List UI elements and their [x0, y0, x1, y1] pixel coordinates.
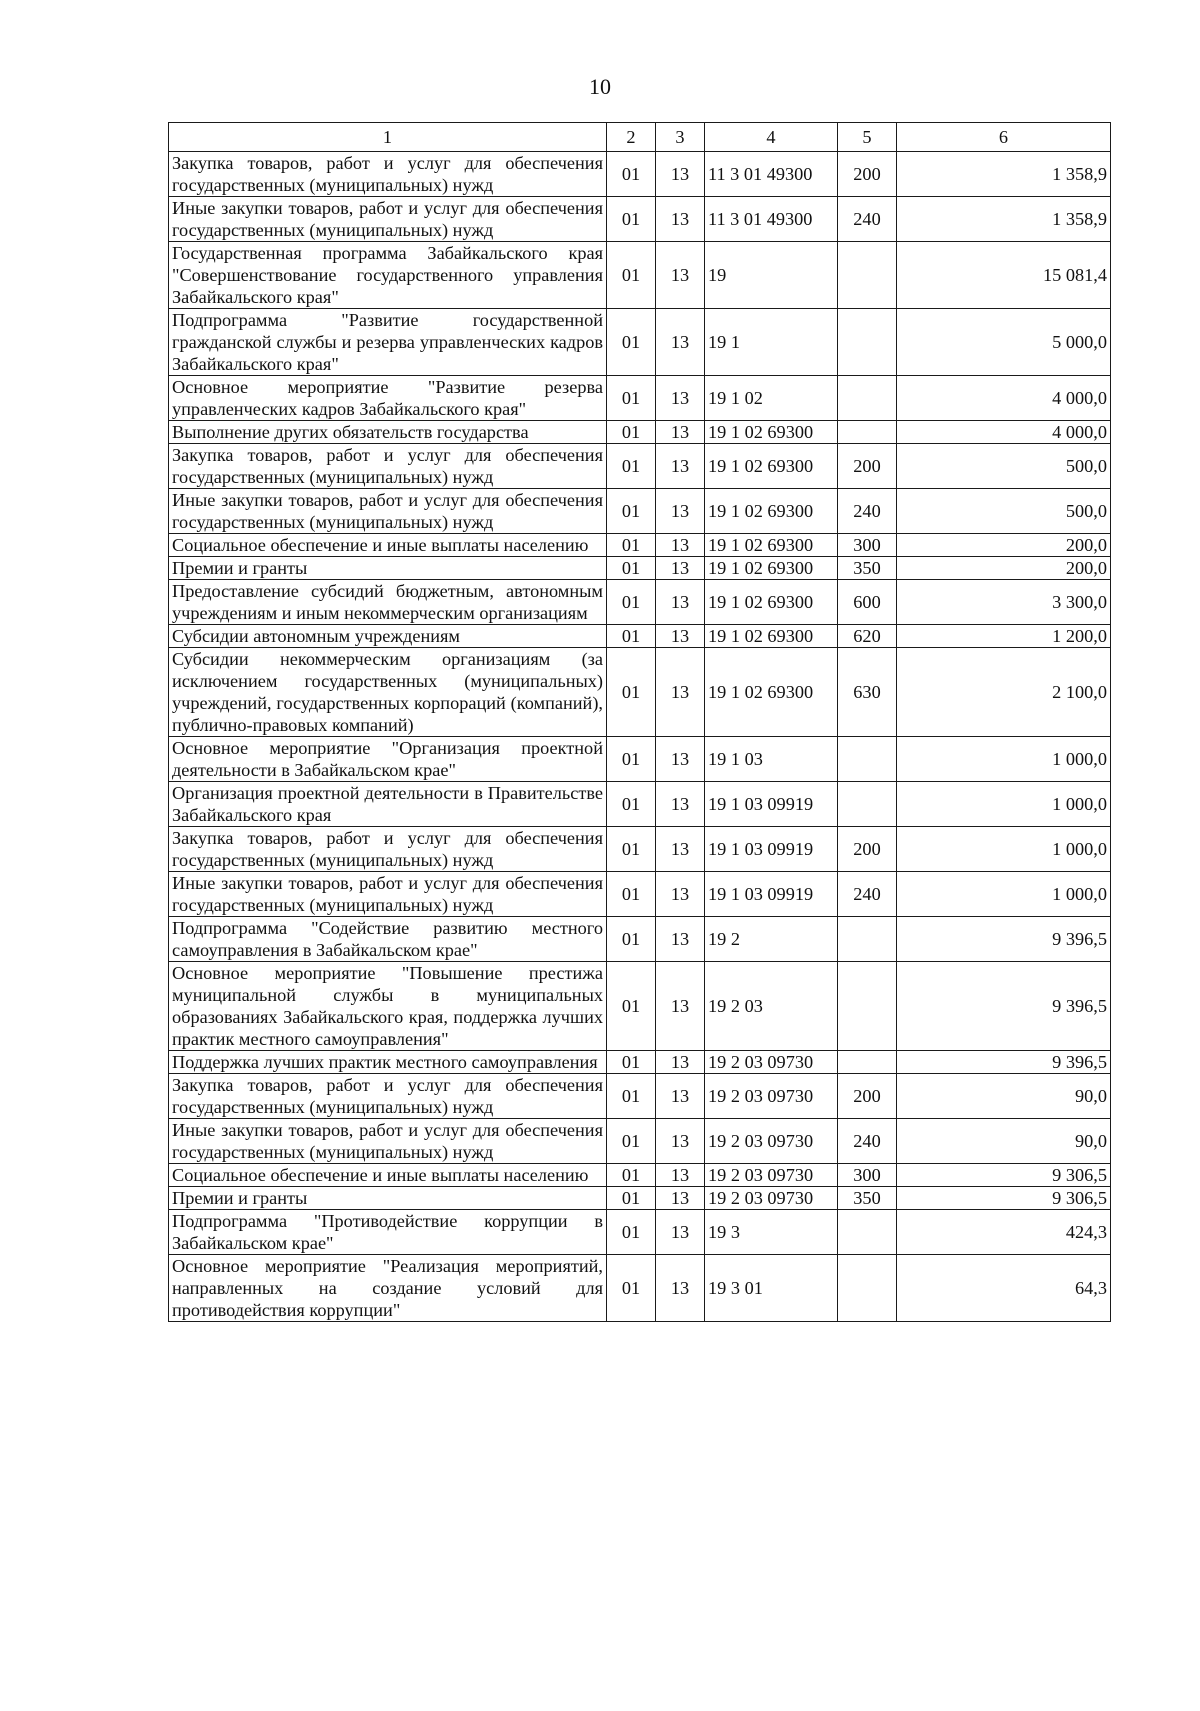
row-code-cell: 19 — [705, 242, 838, 309]
row-type-cell — [838, 1051, 897, 1074]
row-type-cell: 350 — [838, 1187, 897, 1210]
row-code-cell: 19 2 03 — [705, 962, 838, 1051]
table-row — [169, 242, 1111, 309]
table-row — [169, 1210, 1111, 1255]
row-name-cell: Подпрограмма "Развитие государственной гражданской службы и резерва управленческих кадров Забайкальского края" — [169, 309, 607, 376]
row-type-cell: 600 — [838, 580, 897, 625]
row-type-cell: 240 — [838, 197, 897, 242]
row-sum-cell: 1 000,0 — [897, 872, 1111, 917]
row-section-cell: 01 — [607, 309, 656, 376]
row-sum-cell: 1 000,0 — [897, 827, 1111, 872]
row-name-cell: Государственная программа Забайкальского края "Совершенствование государственного управления Забайкальского края" — [169, 242, 607, 309]
table-row — [169, 1164, 1111, 1187]
row-section-cell: 01 — [607, 917, 656, 962]
row-name-cell: Премии и гранты — [169, 1187, 607, 1210]
row-subsection-cell: 13 — [656, 1051, 705, 1074]
row-name-cell: Закупка товаров, работ и услуг для обеспечения государственных (муниципальных) нужд — [169, 1074, 607, 1119]
row-type-cell: 300 — [838, 534, 897, 557]
row-code-cell: 19 2 03 09730 — [705, 1051, 838, 1074]
row-section-cell: 01 — [607, 1074, 656, 1119]
row-code-cell: 19 1 — [705, 309, 838, 376]
row-code-cell: 19 3 — [705, 1210, 838, 1255]
row-type-cell — [838, 242, 897, 309]
row-subsection-cell: 13 — [656, 1187, 705, 1210]
row-sum-cell: 90,0 — [897, 1119, 1111, 1164]
row-section-cell: 01 — [607, 1210, 656, 1255]
row-name-cell: Субсидии некоммерческим организациям (за исключением государственных (муниципальных) учреждений, государственных корпораций (компаний), публично-правовых компаний) — [169, 648, 607, 737]
row-subsection-cell: 13 — [656, 1074, 705, 1119]
row-subsection-cell: 13 — [656, 782, 705, 827]
row-type-cell: 240 — [838, 489, 897, 534]
row-type-cell: 200 — [838, 152, 897, 197]
page-number: 10 — [589, 74, 611, 99]
row-code-cell: 19 2 03 09730 — [705, 1187, 838, 1210]
row-sum-cell: 3 300,0 — [897, 580, 1111, 625]
row-subsection-cell: 13 — [656, 827, 705, 872]
row-section-cell: 01 — [607, 782, 656, 827]
row-section-cell: 01 — [607, 1051, 656, 1074]
row-subsection-cell: 13 — [656, 1164, 705, 1187]
row-code-cell: 19 2 03 09730 — [705, 1074, 838, 1119]
row-name-cell: Закупка товаров, работ и услуг для обеспечения государственных (муниципальных) нужд — [169, 152, 607, 197]
row-section-cell: 01 — [607, 1187, 656, 1210]
table-row — [169, 962, 1111, 1051]
row-subsection-cell: 13 — [656, 376, 705, 421]
row-sum-cell: 424,3 — [897, 1210, 1111, 1255]
row-code-cell: 19 2 03 09730 — [705, 1164, 838, 1187]
row-subsection-cell: 13 — [656, 242, 705, 309]
table-row — [169, 737, 1111, 782]
row-type-cell — [838, 421, 897, 444]
header-cell: 6 — [897, 123, 1111, 152]
table-row — [169, 1074, 1111, 1119]
row-section-cell: 01 — [607, 489, 656, 534]
row-sum-cell: 4 000,0 — [897, 421, 1111, 444]
row-section-cell: 01 — [607, 444, 656, 489]
row-code-cell: 19 1 03 09919 — [705, 782, 838, 827]
row-name-cell: Подпрограмма "Противодействие коррупции в Забайкальском крае" — [169, 1210, 607, 1255]
row-name-cell: Закупка товаров, работ и услуг для обеспечения государственных (муниципальных) нужд — [169, 827, 607, 872]
row-sum-cell: 1 000,0 — [897, 737, 1111, 782]
row-type-cell — [838, 917, 897, 962]
row-type-cell: 240 — [838, 872, 897, 917]
row-sum-cell: 9 396,5 — [897, 962, 1111, 1051]
row-name-cell: Социальное обеспечение и иные выплаты населению — [169, 1164, 607, 1187]
row-code-cell: 19 1 02 69300 — [705, 580, 838, 625]
row-type-cell — [838, 376, 897, 421]
row-section-cell: 01 — [607, 1119, 656, 1164]
table-row — [169, 376, 1111, 421]
row-section-cell: 01 — [607, 557, 656, 580]
row-section-cell: 01 — [607, 737, 656, 782]
row-name-cell: Подпрограмма "Содействие развитию местного самоуправления в Забайкальском крае" — [169, 917, 607, 962]
row-type-cell: 630 — [838, 648, 897, 737]
row-subsection-cell: 13 — [656, 917, 705, 962]
row-code-cell: 19 1 03 — [705, 737, 838, 782]
row-section-cell: 01 — [607, 1164, 656, 1187]
row-type-cell: 240 — [838, 1119, 897, 1164]
row-sum-cell: 5 000,0 — [897, 309, 1111, 376]
row-sum-cell: 9 306,5 — [897, 1187, 1111, 1210]
row-name-cell: Основное мероприятие "Реализация мероприятий, направленных на создание условий для противодействия коррупции" — [169, 1255, 607, 1322]
table-row — [169, 1187, 1111, 1210]
table-row — [169, 872, 1111, 917]
row-code-cell: 19 2 — [705, 917, 838, 962]
row-sum-cell: 1 200,0 — [897, 625, 1111, 648]
row-code-cell: 19 1 02 69300 — [705, 421, 838, 444]
row-section-cell: 01 — [607, 197, 656, 242]
row-name-cell: Субсидии автономным учреждениям — [169, 625, 607, 648]
row-type-cell — [838, 1255, 897, 1322]
row-section-cell: 01 — [607, 648, 656, 737]
row-name-cell: Премии и гранты — [169, 557, 607, 580]
header-row — [169, 123, 1111, 152]
row-code-cell: 19 1 03 09919 — [705, 827, 838, 872]
table-row — [169, 580, 1111, 625]
header-cell: 1 — [169, 123, 607, 152]
table-row — [169, 489, 1111, 534]
row-type-cell: 620 — [838, 625, 897, 648]
table-row — [169, 534, 1111, 557]
row-sum-cell: 500,0 — [897, 489, 1111, 534]
row-section-cell: 01 — [607, 1255, 656, 1322]
row-sum-cell: 9 396,5 — [897, 917, 1111, 962]
row-code-cell: 19 1 02 69300 — [705, 648, 838, 737]
row-code-cell: 19 1 02 — [705, 376, 838, 421]
row-subsection-cell: 13 — [656, 152, 705, 197]
row-name-cell: Иные закупки товаров, работ и услуг для обеспечения государственных (муниципальных) нужд — [169, 489, 607, 534]
row-name-cell: Организация проектной деятельности в Правительстве Забайкальского края — [169, 782, 607, 827]
row-section-cell: 01 — [607, 242, 656, 309]
row-code-cell: 19 1 02 69300 — [705, 625, 838, 648]
row-subsection-cell: 13 — [656, 872, 705, 917]
row-name-cell: Основное мероприятие "Развитие резерва управленческих кадров Забайкальского края" — [169, 376, 607, 421]
table-row — [169, 309, 1111, 376]
row-subsection-cell: 13 — [656, 962, 705, 1051]
row-sum-cell: 15 081,4 — [897, 242, 1111, 309]
table-row — [169, 782, 1111, 827]
row-subsection-cell: 13 — [656, 421, 705, 444]
row-subsection-cell: 13 — [656, 444, 705, 489]
row-name-cell: Закупка товаров, работ и услуг для обеспечения государственных (муниципальных) нужд — [169, 444, 607, 489]
row-sum-cell: 2 100,0 — [897, 648, 1111, 737]
row-subsection-cell: 13 — [656, 648, 705, 737]
row-sum-cell: 1 358,9 — [897, 197, 1111, 242]
row-sum-cell: 4 000,0 — [897, 376, 1111, 421]
row-name-cell: Иные закупки товаров, работ и услуг для обеспечения государственных (муниципальных) нужд — [169, 872, 607, 917]
row-sum-cell: 200,0 — [897, 557, 1111, 580]
row-subsection-cell: 13 — [656, 737, 705, 782]
table-row — [169, 917, 1111, 962]
table-row — [169, 197, 1111, 242]
table-row — [169, 152, 1111, 197]
row-sum-cell: 64,3 — [897, 1255, 1111, 1322]
table-row — [169, 648, 1111, 737]
row-subsection-cell: 13 — [656, 309, 705, 376]
row-name-cell: Выполнение других обязательств государства — [169, 421, 607, 444]
table-row — [169, 1051, 1111, 1074]
row-subsection-cell: 13 — [656, 197, 705, 242]
row-section-cell: 01 — [607, 872, 656, 917]
row-sum-cell: 500,0 — [897, 444, 1111, 489]
table-row — [169, 1255, 1111, 1322]
row-name-cell: Поддержка лучших практик местного самоуправления — [169, 1051, 607, 1074]
row-type-cell: 200 — [838, 444, 897, 489]
row-code-cell: 11 3 01 49300 — [705, 152, 838, 197]
row-type-cell — [838, 737, 897, 782]
row-code-cell: 19 3 01 — [705, 1255, 838, 1322]
row-section-cell: 01 — [607, 827, 656, 872]
table-row — [169, 421, 1111, 444]
row-code-cell: 19 1 03 09919 — [705, 872, 838, 917]
row-subsection-cell: 13 — [656, 1119, 705, 1164]
row-name-cell: Иные закупки товаров, работ и услуг для обеспечения государственных (муниципальных) нужд — [169, 197, 607, 242]
row-section-cell: 01 — [607, 152, 656, 197]
row-subsection-cell: 13 — [656, 557, 705, 580]
row-name-cell: Предоставление субсидий бюджетным, автономным учреждениям и иным некоммерческим организациям — [169, 580, 607, 625]
row-type-cell: 350 — [838, 557, 897, 580]
row-name-cell: Иные закупки товаров, работ и услуг для обеспечения государственных (муниципальных) нужд — [169, 1119, 607, 1164]
table-row — [169, 1119, 1111, 1164]
row-type-cell: 200 — [838, 1074, 897, 1119]
row-code-cell: 19 1 02 69300 — [705, 489, 838, 534]
row-code-cell: 11 3 01 49300 — [705, 197, 838, 242]
row-sum-cell: 9 396,5 — [897, 1051, 1111, 1074]
row-sum-cell: 200,0 — [897, 534, 1111, 557]
row-name-cell: Социальное обеспечение и иные выплаты населению — [169, 534, 607, 557]
row-type-cell — [838, 782, 897, 827]
row-sum-cell: 90,0 — [897, 1074, 1111, 1119]
row-name-cell: Основное мероприятие "Повышение престижа муниципальной службы в муниципальных образованиях Забайкальского края, поддержка лучших практик местного самоуправления" — [169, 962, 607, 1051]
row-section-cell: 01 — [607, 534, 656, 557]
row-type-cell — [838, 1210, 897, 1255]
row-type-cell: 300 — [838, 1164, 897, 1187]
row-subsection-cell: 13 — [656, 1255, 705, 1322]
row-sum-cell: 1 000,0 — [897, 782, 1111, 827]
row-subsection-cell: 13 — [656, 489, 705, 534]
row-section-cell: 01 — [607, 421, 656, 444]
row-name-cell: Основное мероприятие "Организация проектной деятельности в Забайкальском крае" — [169, 737, 607, 782]
row-section-cell: 01 — [607, 580, 656, 625]
header-cell: 4 — [705, 123, 838, 152]
row-type-cell: 200 — [838, 827, 897, 872]
row-subsection-cell: 13 — [656, 534, 705, 557]
row-code-cell: 19 2 03 09730 — [705, 1119, 838, 1164]
row-subsection-cell: 13 — [656, 1210, 705, 1255]
row-code-cell: 19 1 02 69300 — [705, 557, 838, 580]
table-row — [169, 827, 1111, 872]
row-code-cell: 19 1 02 69300 — [705, 444, 838, 489]
table-row — [169, 557, 1111, 580]
table-row — [169, 625, 1111, 648]
row-code-cell: 19 1 02 69300 — [705, 534, 838, 557]
table-row — [169, 444, 1111, 489]
row-section-cell: 01 — [607, 962, 656, 1051]
header-cell: 3 — [656, 123, 705, 152]
row-subsection-cell: 13 — [656, 580, 705, 625]
row-section-cell: 01 — [607, 376, 656, 421]
row-type-cell — [838, 962, 897, 1051]
row-type-cell — [838, 309, 897, 376]
row-sum-cell: 1 358,9 — [897, 152, 1111, 197]
row-section-cell: 01 — [607, 625, 656, 648]
header-cell: 2 — [607, 123, 656, 152]
row-sum-cell: 9 306,5 — [897, 1164, 1111, 1187]
header-cell: 5 — [838, 123, 897, 152]
row-subsection-cell: 13 — [656, 625, 705, 648]
budget-table — [168, 122, 1111, 1322]
